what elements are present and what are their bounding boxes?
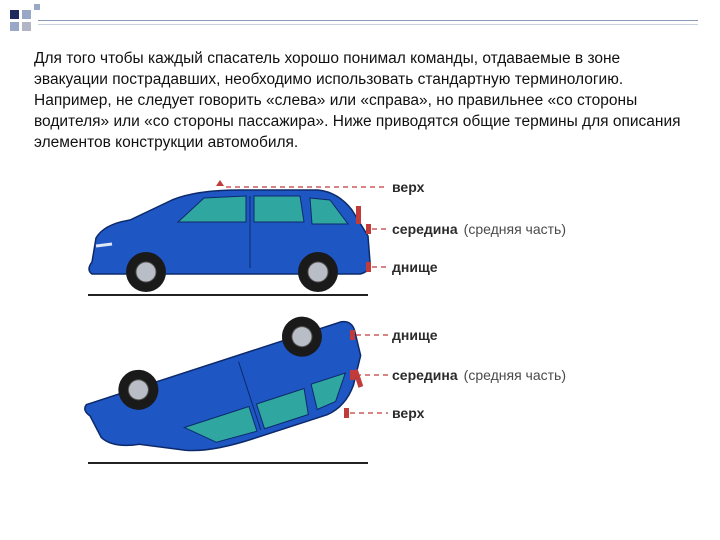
upright-front-rim — [136, 262, 156, 282]
overturned-label-bottom: верх — [392, 405, 425, 421]
upright-top-marker — [216, 180, 224, 186]
upright-car-illustration — [88, 180, 388, 295]
overturned-label-middle: середина (средняя часть) — [392, 367, 566, 383]
upright-label-bottom: днище — [392, 259, 438, 275]
upright-window-rear — [254, 196, 304, 222]
overturned-car-illustration — [78, 302, 388, 486]
upright-headlight — [96, 244, 112, 246]
overturned-label-top: днище — [392, 327, 438, 343]
upright-bottom-marker — [366, 262, 371, 272]
upright-taillight — [356, 206, 361, 224]
upright-middle-marker — [366, 224, 371, 234]
upright-rear-rim — [308, 262, 328, 282]
upright-label-top: верх — [392, 179, 425, 195]
overturned-middle-marker — [350, 370, 355, 380]
overturned-bottom-marker — [344, 408, 349, 418]
overturned-top-marker — [350, 330, 355, 340]
upright-label-middle: середина (средняя часть) — [392, 221, 566, 237]
intro-paragraph: Для того чтобы каждый спасатель хорошо понимал команды, отдаваемые в зоне эвакуации пострадавших, необходимо использовать стандартную терминологию. Например, не следует говорить «слева» или «справа», но правильнее «со стороны водителя» или «со стороны пассажира». Ниже приводятся общие термины для описания элементов конструкции автомобиля. — [34, 50, 681, 151]
